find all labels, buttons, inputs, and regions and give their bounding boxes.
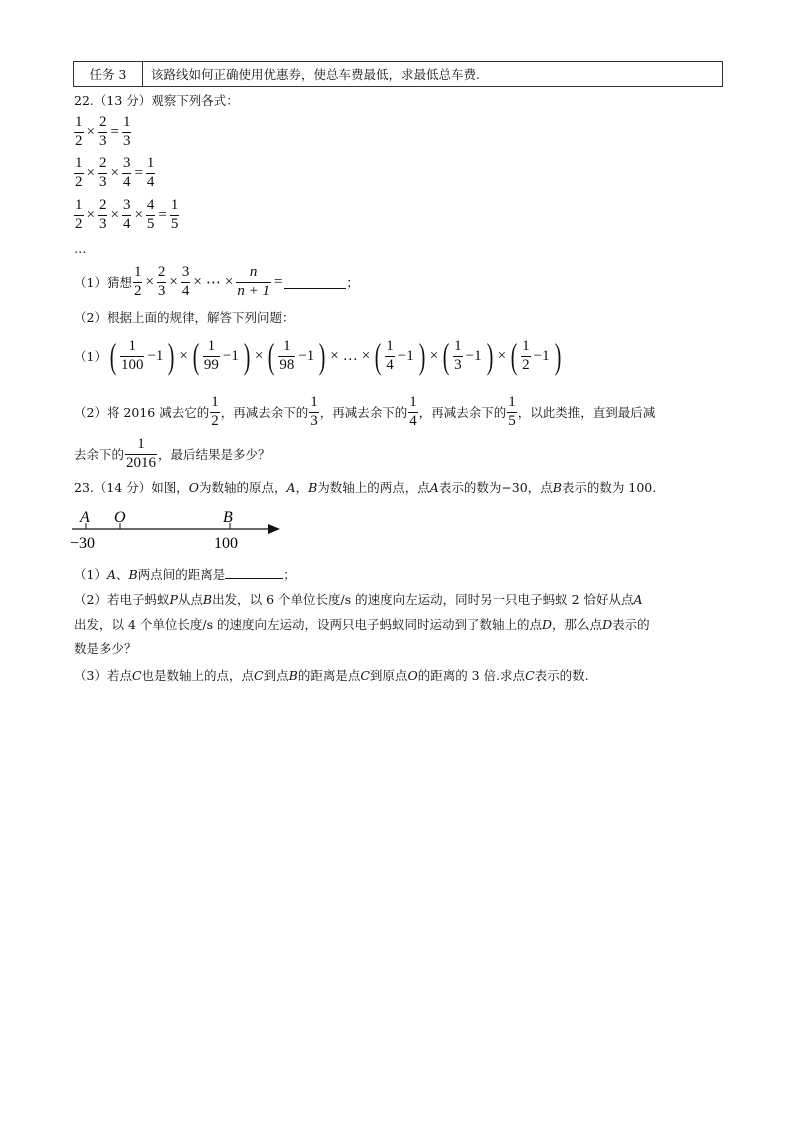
frac-den: 2 (211, 412, 219, 429)
task-label: 任务 3 (74, 62, 143, 87)
task-text: 该路线如何正确使用优惠券，使总车费最低，求最低总车费. (143, 62, 723, 87)
frac-num: 4 (146, 197, 155, 213)
q22-ellipsis: … (74, 241, 87, 256)
frac-num: 3 (122, 197, 131, 213)
number-line (68, 505, 288, 551)
frac-den: 4 (122, 215, 131, 232)
frac-den: 2 (75, 173, 83, 190)
label-A: A (80, 509, 90, 526)
q22-part2: （2）根据上面的规律，解答下列问题： (74, 310, 295, 325)
frac-num: 2 (98, 197, 107, 213)
frac-num: 1 (133, 264, 142, 280)
q23-part2-line2: 出发，以 4 个单位长度/s 的速度向左运动，设两只电子蚂蚁同时运动到了数轴上的点D，那么点D表示的 (74, 617, 650, 632)
frac-den: 4 (122, 173, 131, 190)
answer-blank[interactable] (284, 276, 346, 289)
frac-num: 2 (98, 114, 107, 130)
frac-den: 3 (98, 132, 107, 149)
q22-part1-suffix: ； (346, 275, 359, 291)
q22-eq3: $\frac{1}{2}$ × $\frac{2}{3}$ × $\frac{3}{4}$ × $\frac{4}{5}$ = $\frac{1}{5}$ (75, 197, 179, 232)
frac-den: 2016 (126, 454, 157, 471)
q23-part2-line1: （2）若电子蚂蚁P从点B出发，以 6 个单位长度/s 的速度向左运动，同时另一只电子蚂蚁 2 恰好从点A (74, 592, 643, 607)
q22-eq1: $\frac{1}{2}$ × $\frac{2}{3}$ = $\frac{1}{3}$ (75, 114, 131, 149)
frac-den: 2 (133, 282, 142, 299)
q22-sub2-line1 (74, 395, 655, 430)
sub2-line2a: 去余下的 (74, 447, 125, 463)
frac-num: 1 (75, 197, 83, 213)
frac-num: 3 (122, 155, 131, 171)
frac-num: 1 (211, 394, 219, 410)
q23-part3: （3）若点C也是数轴上的点，点C到点B的距离是点C到原点O的距离的 3 倍.求点C表示的数. (74, 668, 589, 683)
sub2-line2b: ，最后结果是多少？ (158, 447, 271, 463)
frac-num: 1 (170, 197, 179, 213)
frac-num: 2 (157, 264, 166, 280)
dots: ⋯ (205, 274, 221, 291)
frac-den: 3 (454, 356, 462, 373)
value-A: −30 (70, 535, 96, 551)
answer-blank[interactable] (225, 568, 283, 579)
frac-den: 5 (146, 215, 155, 232)
frac-den: 3 (157, 282, 166, 299)
frac-den: 2 (75, 132, 83, 149)
frac-den: 4 (181, 282, 190, 299)
frac-num: 1 (75, 114, 83, 130)
frac-den: 4 (146, 173, 155, 190)
q23-part2-line3: 数是多少？ (74, 641, 137, 656)
sub2-text-c: ，再减去余下的 (319, 405, 408, 421)
frac-den: 2 (522, 356, 530, 373)
q22-sub2-line2: 去余下的 $\frac{1}{2016}$ ，最后结果是多少？ (74, 436, 271, 471)
frac-num: 2 (98, 155, 107, 171)
label-B: B (223, 509, 233, 526)
frac-num: 1 (75, 155, 83, 171)
frac-den: 3 (98, 173, 107, 190)
frac-den: 5 (170, 215, 179, 232)
frac-den: 3 (122, 132, 131, 149)
q23-part1: （1）A、B两点间的距离是 ； (74, 567, 296, 582)
q22-part1: （1）猜想 $\frac{1}{2}$ × $\frac{2}{3}$ × $\frac{3}{4}$ × ⋯ × $\frac{n}{n + 1}$ = ； (74, 264, 359, 299)
frac-den: 3 (310, 412, 318, 429)
frac-num: n (249, 264, 258, 280)
q22-part1-prefix: （1）猜想 (74, 275, 132, 291)
frac-den: 99 (203, 356, 219, 373)
frac-num: 1 (310, 394, 318, 410)
frac-den: 100 (120, 356, 144, 373)
frac-den: n + 1 (237, 282, 270, 299)
q22-sub1: （1） ( $\frac{1}{100}$ −1 ) × ( $\frac{1}{99}$ −1 ) × ( $\frac{1}{98}$ −1 ) × … × ( $\frac{1}{4}$ −1 ) × ( $\frac{1}{3}$ −1 ) × ( $\frac{1}{2}$ −1 ) (74, 336, 561, 376)
q22-header: 22.（13 分）观察下列各式： (74, 93, 239, 108)
frac-den: 4 (386, 356, 394, 373)
arrow-icon (268, 524, 280, 534)
frac-den: 4 (409, 412, 417, 429)
frac-num: 1 (146, 155, 155, 171)
sub2-text-a: （2）将 2016 减去它的 (74, 405, 210, 421)
sub2-text-e: ，以此类推，直到最后减 (517, 405, 656, 421)
frac-num: 3 (181, 264, 190, 280)
q22-sub1-label: （1） (74, 349, 107, 364)
q23-header: 23.（14 分）如图，O为数轴的原点，A，B为数轴上的两点，点A表示的数为−30，点B表示的数为 100. (74, 480, 657, 495)
frac-num: 1 (409, 394, 417, 410)
task-table (73, 61, 723, 87)
frac-num: 1 (122, 114, 131, 130)
frac-den: 98 (279, 356, 295, 373)
sub2-text-b: ，再减去余下的 (220, 405, 309, 421)
q22-eq2: $\frac{1}{2}$ × $\frac{2}{3}$ × $\frac{3}{4}$ = $\frac{1}{4}$ (75, 155, 155, 190)
frac-num: 1 (508, 394, 516, 410)
frac-den: 3 (98, 215, 107, 232)
label-O: O (114, 509, 126, 526)
value-B: 100 (214, 535, 238, 551)
dots: … (342, 347, 358, 364)
frac-den: 2 (75, 215, 83, 232)
frac-den: 5 (508, 412, 516, 429)
sub2-text-d: ，再减去余下的 (418, 405, 507, 421)
